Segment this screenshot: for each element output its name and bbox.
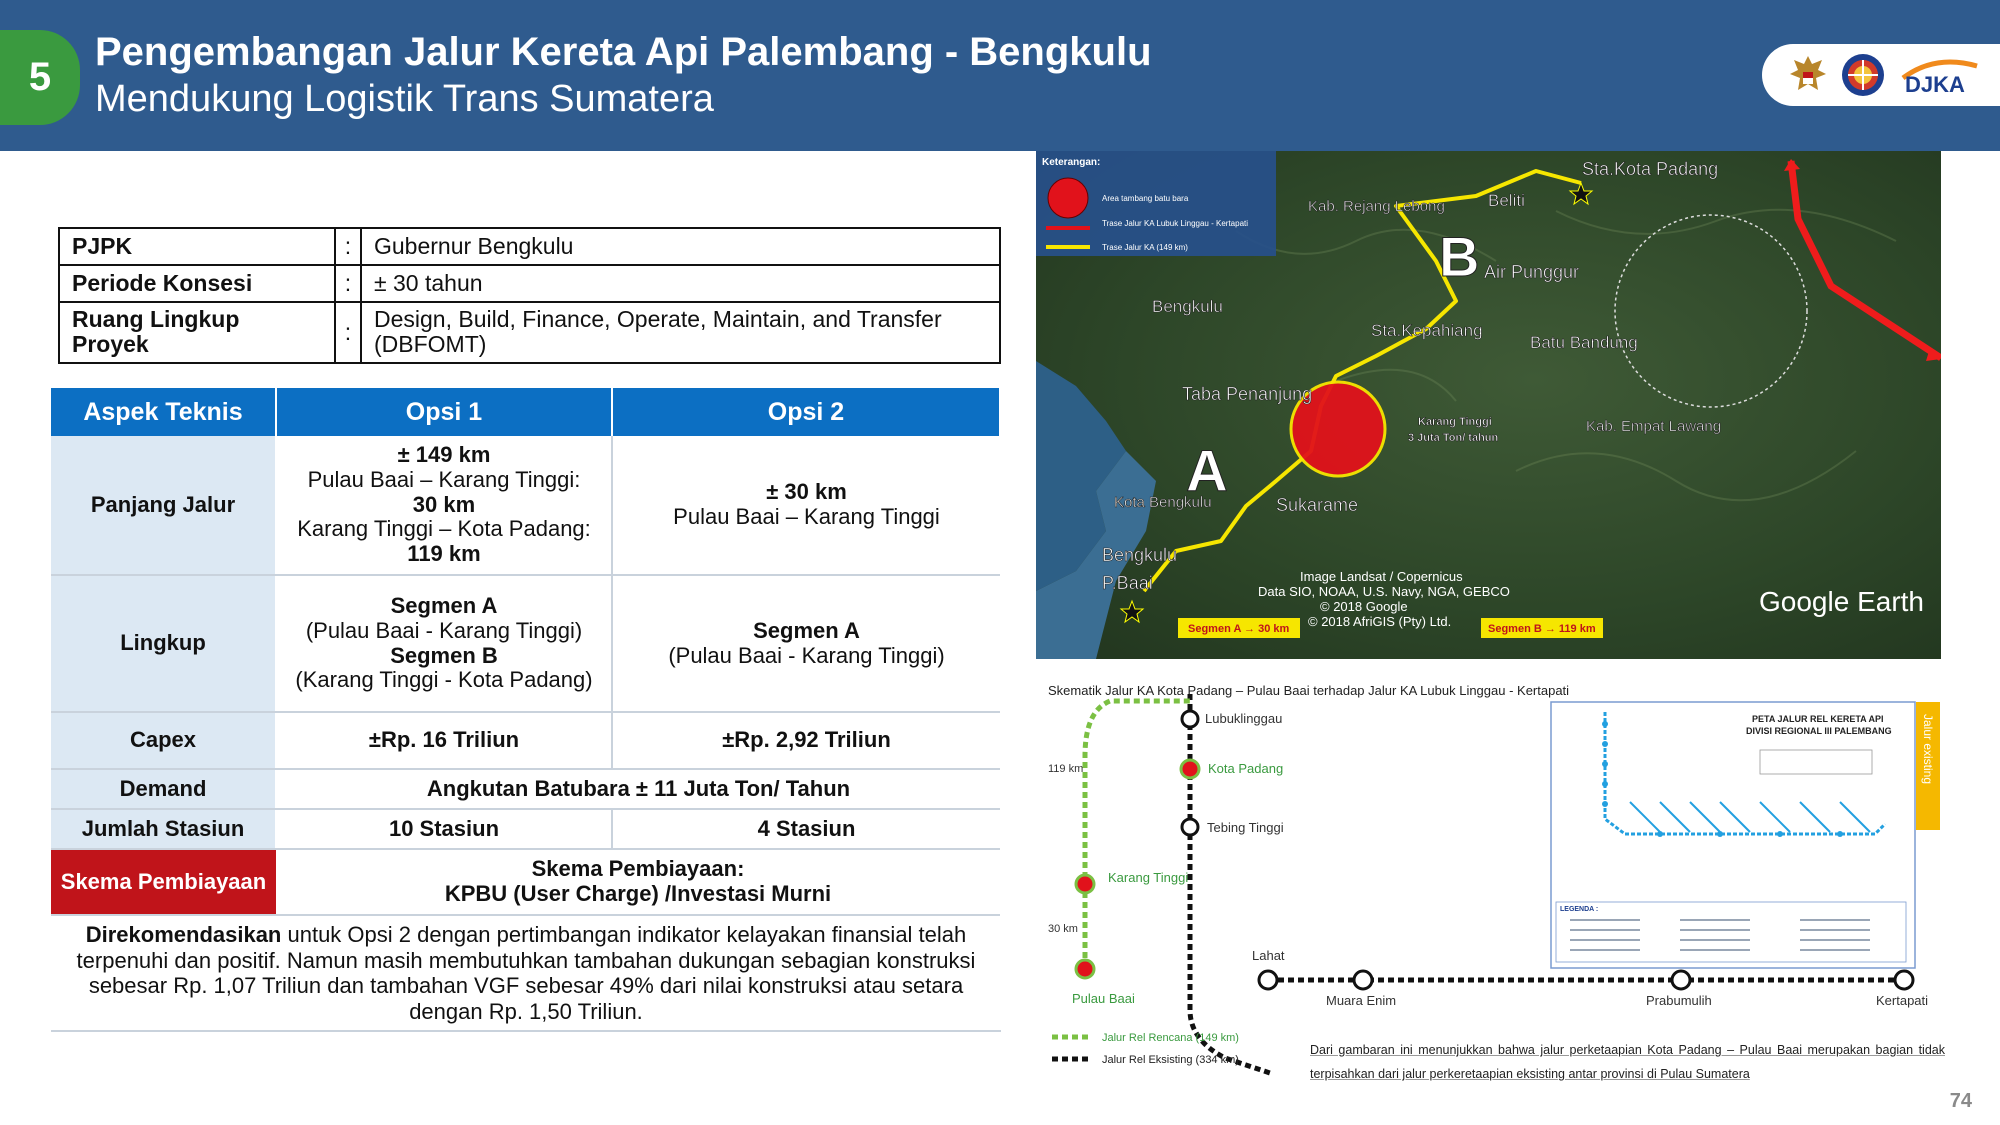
table-header-row [51,388,1000,436]
table-row [59,302,1000,363]
cell-text: Segmen A [390,592,498,618]
option1-cell: ±Rp. 16 Triliun [276,712,612,769]
svg-text:DJKA: DJKA [1905,72,1965,96]
station-label: Pulau Baai [1072,991,1135,1006]
skema-cell [276,849,1000,915]
schematic-note-box [1310,1038,1945,1094]
djka-logo [1895,56,1985,96]
place-label: Kab. Rejang Lebong [1308,198,1445,215]
cell-text: (Karang Tinggi - Kota Padang) [295,667,593,693]
cell-text: 119 km [407,541,481,567]
place-label: Bengkulu [1102,545,1178,565]
inset-title: DIVISI REGIONAL III PALEMBANG [1746,726,1892,736]
segment-b-text: Segmen B → 119 km [1488,623,1596,635]
existing-rail-line [1190,694,1270,1073]
station-node [1181,760,1199,778]
railway-schematic [1040,674,1945,1094]
legend-title: Keterangan: [1042,157,1101,168]
cell-text: ± 30 km [766,479,847,505]
table-row [51,849,1000,915]
table-row [51,712,1000,769]
station-node [1076,875,1094,893]
place-label: Sta.Kepahiang [1371,321,1483,340]
place-label: Taba Penanjung [1182,384,1313,404]
cell-text: Karang Tinggi – Kota Padang: [297,516,591,542]
place-label: Kab. Empat Lawang [1586,418,1722,435]
attribution-text: Data SIO, NOAA, U.S. Navy, NGA, GEBCO [1258,584,1510,599]
row-label: Panjang Jalur [51,436,276,575]
schematic-title: Skematik Jalur KA Kota Padang – Pulau Baai terhadap Jalur KA Lubuk Linggau - Kertapati [1048,683,1570,698]
legend-text: Jalur Rel Eksisting (334 km) [1102,1054,1239,1066]
option1-cell [276,575,612,712]
page-title: Pengembangan Jalur Kereta Api Palembang - Bengkulu [95,30,1152,74]
page-subtitle: Mendukung Logistik Trans Sumatera [95,78,714,120]
station-node [1672,971,1690,989]
cell-text: Skema Pembiayaan: [531,856,745,882]
station-node [1182,819,1198,835]
option2-cell [612,575,1000,712]
station-label: Lubuklinggau [1205,711,1283,726]
station-node [1895,971,1913,989]
row-label: Skema Pembiayaan [51,849,276,915]
info-key: PJPK [59,228,335,265]
garuda-emblem-icon [1786,52,1830,98]
station-label: Tebing Tinggi [1207,820,1284,835]
option2-cell: 4 Stasiun [612,809,1000,849]
info-key: Periode Konsesi [59,265,335,302]
recommendation-body: untuk Opsi 2 dengan pertimbangan indikator kelayakan finansial telah terpenuhi dan positif. Namun masih membutuhkan tambahan dukungan sebagian konstruksi sebesar Rp. 1,07 Triliun dan tambahan VGF sebesar 49% dari nilai konstruksi atau setara dengan Rp. 1,50 Triliun. [76,922,976,1024]
cell-text: Pulau Baai – Karang Tinggi: [307,466,581,492]
station-node [1354,971,1372,989]
row-label: Capex [51,712,276,769]
technical-comparison-table [51,388,1001,916]
inset-tab-label: Jalur existing [1921,714,1935,785]
station-label: Muara Enim [1326,993,1397,1008]
project-info-table [58,227,1001,364]
info-value: Design, Build, Finance, Operate, Maintain, and Transfer (DBFOMT) [361,302,1000,363]
inset-legend-title: LEGENDA : [1560,906,1599,913]
info-colon: : [335,302,361,363]
place-label: Beliti [1488,191,1525,210]
station-label: Karang Tinggi [1108,870,1189,885]
table-row [59,265,1000,302]
attribution-text: © 2018 Google [1320,599,1408,614]
legend-text: Area tambang batu bara [1102,194,1189,203]
station-label: Lahat [1252,948,1285,963]
legend-mining-area-icon [1048,178,1088,218]
table-row [51,436,1000,575]
legend-text: Trase Jalur KA (149 km) [1102,243,1188,252]
cell-text: (Pulau Baai - Karang Tinggi) [668,642,945,668]
option1-cell [276,436,612,575]
satellite-route-map [1036,151,1941,659]
place-label: Air Punggur [1484,262,1580,282]
option1-cell: 10 Stasiun [276,809,612,849]
distance-label: 30 km [1048,923,1078,935]
table-row [59,228,1000,265]
cell-text: KPBU (User Charge) /Investasi Murni [444,881,832,906]
distance-label: 119 km [1048,763,1084,775]
row-label: Demand [51,769,276,809]
section-number-badge: 5 [0,30,80,125]
demand-cell: Angkutan Batubara ± 11 Juta Ton/ Tahun [276,769,1000,809]
planned-rail-line [1085,701,1190,958]
place-label: 3 Juta Ton/ tahun [1408,432,1499,444]
place-label: P.Baai [1102,573,1153,593]
place-label: Batu Bandung [1530,333,1638,352]
option2-cell [612,436,1000,575]
cell-text: Pulau Baai – Karang Tinggi [673,504,940,529]
info-value: Gubernur Bengkulu [361,228,1000,265]
place-label: Sta.Kota Padang [1582,159,1719,179]
segment-label-a: A [1186,439,1228,504]
table-row [51,809,1000,849]
segment-a-text: Segmen A → 30 km [1188,623,1290,635]
station-label: Kota Padang [1208,761,1284,776]
table-row [51,769,1000,809]
station-node [1076,960,1094,978]
info-value: ± 30 tahun [361,265,1000,302]
info-colon: : [335,228,361,265]
legend-text: Jalur Rel Rencana (149 km) [1102,1032,1239,1044]
table-row [51,575,1000,712]
ministry-seal-icon [1840,52,1886,98]
station-node [1182,711,1198,727]
column-header: Opsi 1 [276,388,612,436]
station-node [1259,971,1277,989]
info-colon: : [335,265,361,302]
recommendation-bold: Direkomendasikan [85,922,282,947]
place-label: Kota Bengkulu [1114,494,1212,511]
cell-text: Segmen A [753,617,860,643]
cell-text: Segmen B [390,642,498,668]
place-label: Bengkulu [1152,297,1223,316]
attribution-text: Image Landsat / Copernicus [1300,569,1463,584]
column-header: Aspek Teknis [51,388,276,436]
cell-text: ± 149 km [397,441,491,467]
info-key: Ruang Lingkup Proyek [59,302,335,363]
schematic-note: Dari gambaran ini menunjukkan bahwa jalur perketaapian Kota Padang – Pulau Baai merupakan bagian tidak terpisahkan dari jalur perkeretaapian eksisting antar provinsi di Pulau Sumatera [1310,1043,1945,1081]
row-label: Lingkup [51,575,276,712]
cell-text: (Pulau Baai - Karang Tinggi) [305,617,583,643]
row-label: Jumlah Stasiun [51,809,276,849]
google-earth-watermark: Google Earth [1759,586,1924,617]
place-label: Karang Tinggi [1418,416,1492,428]
header-bar [0,0,2000,151]
page-number: 74 [1949,1090,1972,1112]
inset-title: PETA JALUR REL KERETA API [1752,714,1884,724]
station-label: Prabumulih [1646,993,1712,1008]
cell-text: 30 km [412,491,476,517]
station-label: Kertapati [1876,993,1929,1008]
option2-cell: ±Rp. 2,92 Triliun [612,712,1000,769]
legend-text: Trase Jalur KA Lubuk Linggau - Kertapati [1102,219,1249,228]
recommendation-text [51,922,1001,1032]
attribution-text: © 2018 AfriGIS (Pty) Ltd. [1308,614,1452,629]
column-header: Opsi 2 [612,388,1000,436]
place-label: Sukarame [1276,495,1359,515]
segment-label-b: B [1439,225,1480,288]
